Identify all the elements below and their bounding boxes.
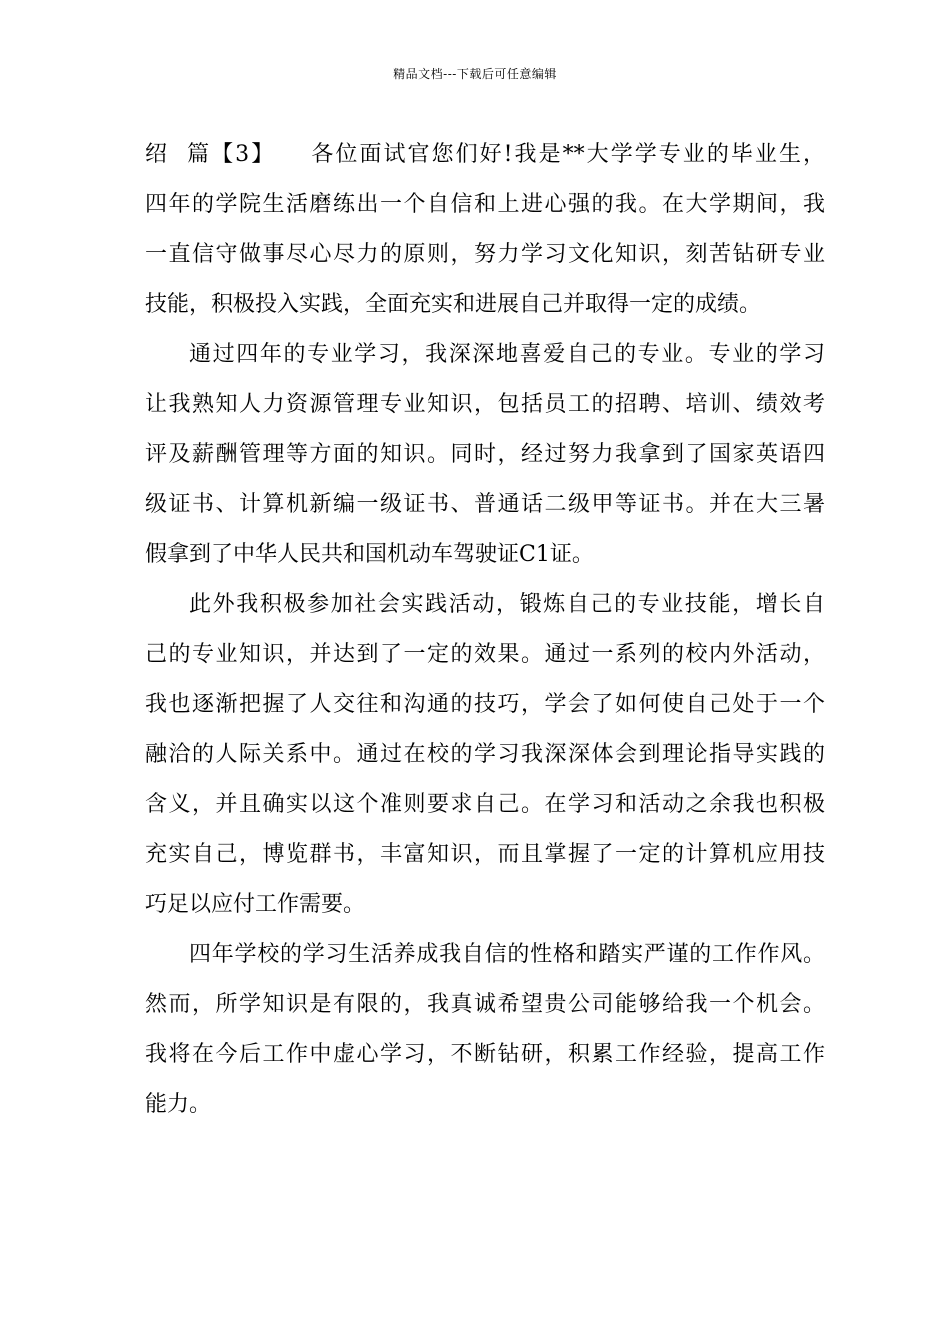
- text-line: 一直信守做事尽心尽力的原则，努力学习文化知识，刻苦钻研专业: [145, 242, 825, 267]
- page-header: 精品文档---下载后可任意编辑: [393, 67, 557, 81]
- text-line: 让我熟知人力资源管理专业知识，包括员工的招聘、培训、绩效考: [145, 392, 825, 417]
- text-line: 充实自己，博览群书，丰富知识，而且掌握了一定的计算机应用技: [145, 842, 825, 867]
- text-line: 技能，积极投入实践，全面充实和进展自己并取得一定的成绩。: [145, 292, 762, 317]
- document-body: [145, 130, 825, 1130]
- text-line: 融洽的人际关系中。通过在校的学习我深深体会到理论指导实践的: [145, 742, 825, 767]
- text-line: 四年学校的学习生活养成我自信的性格和踏实严谨的工作作风。: [189, 942, 825, 967]
- paragraph-3: [145, 580, 825, 930]
- text-line: 级证书、计算机新编一级证书、普通话二级甲等证书。并在大三暑: [145, 492, 825, 517]
- text-line: 通过四年的专业学习，我深深地喜爱自己的专业。专业的学习: [189, 342, 825, 367]
- text-line: 此外我积极参加社会实践活动，锻炼自己的专业技能，增长自: [189, 592, 825, 617]
- paragraph-2: [145, 330, 825, 580]
- text-line: 能力。: [145, 1092, 212, 1117]
- text-line: 巧足以应付工作需要。: [145, 892, 366, 917]
- text-line: 含义，并且确实以这个准则要求自己。在学习和活动之余我也积极: [145, 792, 825, 817]
- text-line: 假拿到了中华人民共和国机动车驾驶证C1证。: [145, 542, 594, 567]
- text-line: 我将在今后工作中虚心学习，不断钻研，积累工作经验，提高工作: [145, 1042, 825, 1067]
- text-line: 己的专业知识，并达到了一定的效果。通过一系列的校内外活动，: [145, 642, 825, 667]
- text-line: 我也逐渐把握了人交往和沟通的技巧，学会了如何使自己处于一个: [145, 692, 825, 717]
- paragraph-1: [145, 130, 825, 330]
- text-line: 然而，所学知识是有限的，我真诚希望贵公司能够给我一个机会。: [145, 992, 825, 1017]
- paragraph-4: [145, 930, 825, 1130]
- text-line: 绍 篇【3】 各位面试官您们好!我是**大学学专业的毕业生，: [145, 142, 825, 167]
- text-line: 评及薪酬管理等方面的知识。同时，经过努力我拿到了国家英语四: [145, 442, 825, 467]
- text-line: 四年的学院生活磨练出一个自信和上进心强的我。在大学期间，我: [145, 192, 825, 217]
